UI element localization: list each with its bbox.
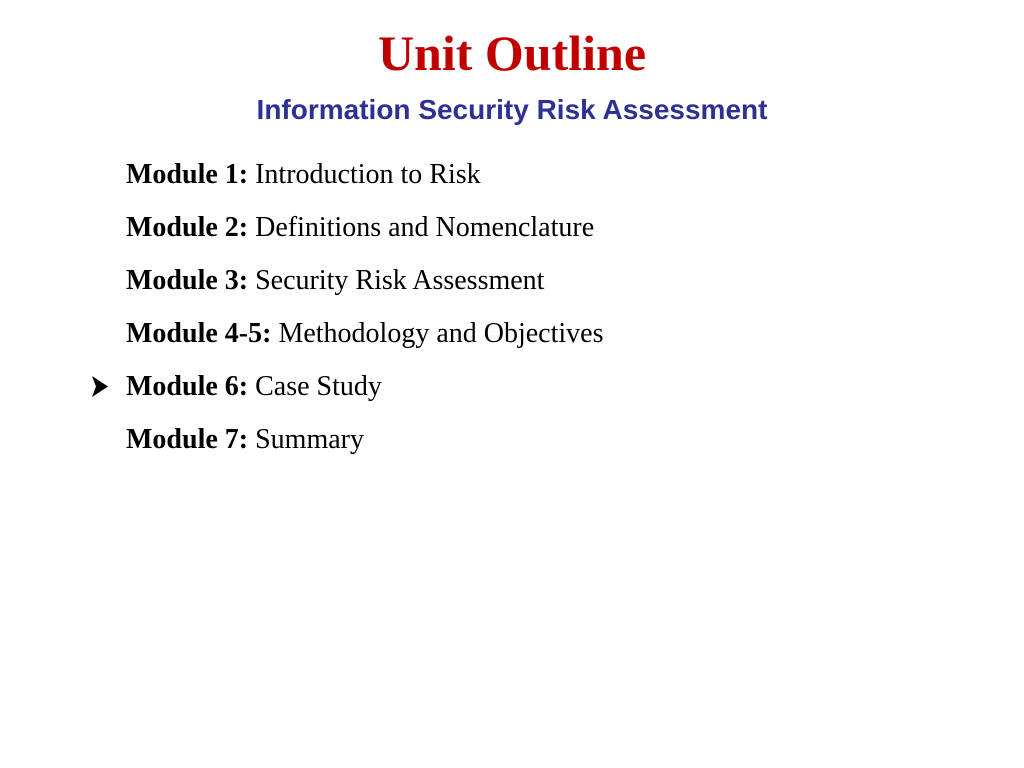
module-item — [80, 254, 604, 307]
module-title: Definitions and Nomenclature — [255, 212, 595, 243]
module-label: Module 7: — [126, 424, 249, 455]
module-item — [80, 307, 604, 360]
module-label: Module 3: — [126, 265, 249, 296]
slide-subtitle: Information Security Risk Assessment — [256, 94, 768, 125]
module-title: Introduction to Risk — [255, 159, 481, 190]
slide-title: Unit Outline — [377, 25, 647, 81]
arrow-bullet-icon — [86, 360, 116, 413]
module-title: Security Risk Assessment — [255, 265, 545, 296]
module-label: Module 1: — [126, 159, 249, 190]
module-item — [80, 148, 604, 201]
module-item — [80, 201, 604, 254]
module-label: Module 2: — [126, 212, 249, 243]
module-label: Module 6: — [126, 371, 249, 402]
module-title: Summary — [255, 424, 364, 455]
module-title: Methodology and Objectives — [278, 318, 604, 349]
module-item — [80, 360, 604, 413]
module-list — [80, 148, 604, 466]
module-title: Case Study — [255, 371, 382, 402]
module-item — [80, 413, 604, 466]
module-label: Module 4-5: — [126, 318, 272, 349]
